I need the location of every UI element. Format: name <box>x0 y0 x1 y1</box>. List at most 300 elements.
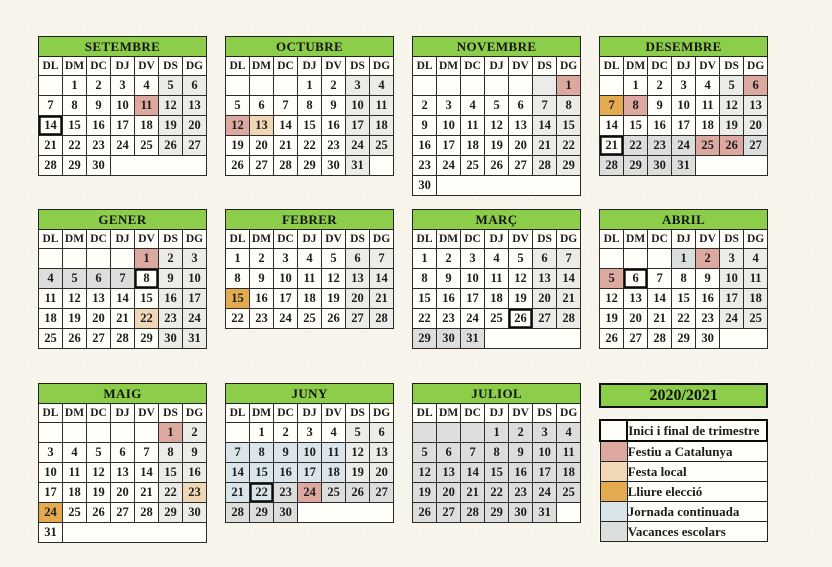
empty-cell <box>600 76 624 96</box>
empty-cell <box>509 76 533 96</box>
day-cell: 4 <box>135 76 159 96</box>
day-header-cell: DV <box>135 404 159 423</box>
day-cell: 1 <box>557 76 581 96</box>
day-cell: 9 <box>696 269 720 289</box>
day-header-cell: DL <box>39 57 63 76</box>
day-cell: 24 <box>183 309 207 329</box>
empty-cell <box>226 423 250 443</box>
day-cell: 2 <box>250 249 274 269</box>
legend-row <box>600 522 767 542</box>
day-header-cell: DG <box>370 404 394 423</box>
day-header-cell: DC <box>87 57 111 76</box>
day-cell: 22 <box>159 483 183 503</box>
day-cell: 20 <box>346 289 370 309</box>
day-header-cell: DJ <box>672 57 696 76</box>
day-cell: 28 <box>648 329 672 349</box>
day-header-cell: DG <box>183 404 207 423</box>
day-cell: 19 <box>87 483 111 503</box>
day-cell: 28 <box>226 503 250 523</box>
day-cell: 12 <box>720 96 744 116</box>
month-novembre <box>412 36 581 196</box>
day-cell: 21 <box>226 483 250 503</box>
day-cell: 7 <box>370 249 394 269</box>
empty-cell <box>437 423 461 443</box>
day-cell: 17 <box>183 289 207 309</box>
day-header-cell: DS <box>533 404 557 423</box>
empty-cell <box>600 249 624 269</box>
day-header-cell: DV <box>322 230 346 249</box>
day-cell: 10 <box>274 269 298 289</box>
day-header-cell: DG <box>370 57 394 76</box>
day-cell: 25 <box>39 329 63 349</box>
day-cell: 24 <box>39 503 63 523</box>
day-cell: 16 <box>413 136 437 156</box>
day-cell: 18 <box>557 463 581 483</box>
day-cell: 12 <box>413 463 437 483</box>
day-cell: 14 <box>370 269 394 289</box>
day-cell: 27 <box>533 309 557 329</box>
day-cell: 19 <box>322 289 346 309</box>
day-header-cell: DC <box>87 230 111 249</box>
day-cell: 21 <box>111 309 135 329</box>
month-maig <box>38 383 207 543</box>
day-cell: 17 <box>39 483 63 503</box>
day-cell: 6 <box>509 96 533 116</box>
day-header-cell: DC <box>461 230 485 249</box>
day-header-cell: DL <box>600 57 624 76</box>
day-cell: 12 <box>509 269 533 289</box>
day-cell: 7 <box>39 96 63 116</box>
day-cell: 13 <box>183 96 207 116</box>
day-cell: 15 <box>624 116 648 136</box>
empty-cell <box>437 76 461 96</box>
day-cell: 22 <box>557 136 581 156</box>
day-cell: 21 <box>533 136 557 156</box>
day-cell: 6 <box>370 423 394 443</box>
day-cell: 31 <box>346 156 370 176</box>
day-cell: 28 <box>135 503 159 523</box>
day-cell: 12 <box>226 116 250 136</box>
day-cell: 30 <box>87 156 111 176</box>
day-header-cell: DC <box>648 57 672 76</box>
day-cell: 29 <box>159 503 183 523</box>
day-header-cell: DG <box>557 404 581 423</box>
day-cell: 7 <box>557 249 581 269</box>
day-cell: 10 <box>183 269 207 289</box>
day-header-cell: DS <box>720 57 744 76</box>
day-cell: 24 <box>437 156 461 176</box>
day-cell: 17 <box>461 289 485 309</box>
day-cell: 17 <box>720 289 744 309</box>
day-cell: 23 <box>183 483 207 503</box>
day-cell: 2 <box>322 76 346 96</box>
day-cell: 13 <box>744 96 768 116</box>
day-header-cell: DJ <box>111 230 135 249</box>
day-header-cell: DS <box>533 230 557 249</box>
legend-row <box>600 482 767 502</box>
day-cell: 26 <box>226 156 250 176</box>
day-cell: 2 <box>437 249 461 269</box>
legend-label: Lliure elecció <box>627 482 767 502</box>
empty-cell <box>648 249 672 269</box>
day-header-cell: DM <box>624 230 648 249</box>
day-cell: 11 <box>63 463 87 483</box>
day-header-cell: DL <box>39 230 63 249</box>
day-cell: 3 <box>39 443 63 463</box>
day-cell: 22 <box>413 309 437 329</box>
day-cell: 8 <box>63 96 87 116</box>
day-cell: 23 <box>696 309 720 329</box>
legend-label: Festiu a Catalunya <box>627 441 767 462</box>
day-cell: 8 <box>672 269 696 289</box>
day-header-cell: DJ <box>298 57 322 76</box>
day-cell: 18 <box>744 289 768 309</box>
day-cell: 26 <box>346 483 370 503</box>
day-cell: 24 <box>346 136 370 156</box>
day-header-cell: DS <box>720 230 744 249</box>
month-title: NOVEMBRE <box>413 37 581 57</box>
day-cell: 11 <box>370 96 394 116</box>
day-cell: 30 <box>437 329 461 349</box>
day-cell: 28 <box>370 309 394 329</box>
day-header-cell: DC <box>274 230 298 249</box>
legend <box>599 383 768 542</box>
legend-swatch <box>600 482 627 502</box>
day-cell: 18 <box>696 116 720 136</box>
calendar-row-3 <box>38 383 768 543</box>
day-cell: 1 <box>63 76 87 96</box>
day-cell: 5 <box>346 423 370 443</box>
empty-cell <box>39 423 63 443</box>
day-header-cell: DS <box>533 57 557 76</box>
day-cell: 20 <box>509 136 533 156</box>
day-cell: 25 <box>557 483 581 503</box>
day-header-cell: DL <box>226 404 250 423</box>
day-header-cell: DS <box>346 57 370 76</box>
day-cell: 4 <box>461 96 485 116</box>
day-cell: 21 <box>600 136 624 156</box>
month-febrer <box>225 209 394 329</box>
day-cell: 24 <box>720 309 744 329</box>
month-title: GENER <box>39 210 207 230</box>
legend-swatch <box>600 502 627 522</box>
day-cell: 2 <box>648 76 672 96</box>
day-cell: 3 <box>298 423 322 443</box>
day-cell: 27 <box>370 483 394 503</box>
legend-swatch <box>600 420 627 441</box>
day-cell: 30 <box>648 156 672 176</box>
day-header-cell: DL <box>39 404 63 423</box>
day-cell: 4 <box>63 443 87 463</box>
day-header-cell: DG <box>744 57 768 76</box>
day-cell: 13 <box>533 269 557 289</box>
day-cell: 17 <box>274 289 298 309</box>
day-cell: 1 <box>485 423 509 443</box>
day-cell: 12 <box>87 463 111 483</box>
day-cell: 2 <box>159 249 183 269</box>
day-cell: 22 <box>485 483 509 503</box>
day-cell: 14 <box>135 463 159 483</box>
day-cell: 11 <box>485 269 509 289</box>
day-header-cell: DV <box>322 404 346 423</box>
day-cell: 24 <box>111 136 135 156</box>
day-cell: 16 <box>696 289 720 309</box>
day-cell: 28 <box>274 156 298 176</box>
empty-cell <box>461 423 485 443</box>
day-cell: 9 <box>437 269 461 289</box>
day-header-cell: DM <box>437 57 461 76</box>
legend-swatch <box>600 462 627 482</box>
day-cell: 30 <box>509 503 533 523</box>
month-desembre <box>599 36 768 176</box>
day-cell: 7 <box>274 96 298 116</box>
day-cell: 12 <box>485 116 509 136</box>
day-header-cell: DJ <box>672 230 696 249</box>
day-cell: 29 <box>135 329 159 349</box>
day-cell: 15 <box>557 116 581 136</box>
day-cell: 1 <box>135 249 159 269</box>
day-cell: 6 <box>533 249 557 269</box>
day-cell: 20 <box>370 463 394 483</box>
empty-cell <box>413 423 437 443</box>
day-cell: 13 <box>624 289 648 309</box>
day-cell: 10 <box>672 96 696 116</box>
empty-cell <box>111 423 135 443</box>
day-cell: 27 <box>87 329 111 349</box>
legend-swatch <box>600 441 627 462</box>
day-cell: 21 <box>274 136 298 156</box>
month-title: OCTUBRE <box>226 37 394 57</box>
day-header-cell: DM <box>624 57 648 76</box>
day-header-cell: DC <box>274 57 298 76</box>
month-juliol <box>412 383 581 523</box>
day-cell: 10 <box>39 463 63 483</box>
day-cell: 18 <box>135 116 159 136</box>
empty-cell <box>485 76 509 96</box>
day-cell: 3 <box>437 96 461 116</box>
day-cell: 30 <box>274 503 298 523</box>
day-cell: 3 <box>720 249 744 269</box>
day-cell: 23 <box>322 136 346 156</box>
empty-cell <box>87 249 111 269</box>
empty-cell <box>63 423 87 443</box>
day-cell: 15 <box>159 463 183 483</box>
empty-cell <box>413 76 437 96</box>
day-cell: 7 <box>135 443 159 463</box>
day-cell: 23 <box>274 483 298 503</box>
day-cell: 23 <box>413 156 437 176</box>
day-cell: 18 <box>322 463 346 483</box>
day-cell: 10 <box>720 269 744 289</box>
day-cell: 20 <box>183 116 207 136</box>
day-cell: 23 <box>159 309 183 329</box>
day-cell: 28 <box>533 156 557 176</box>
empty-cell <box>63 249 87 269</box>
day-cell: 9 <box>274 443 298 463</box>
day-header-cell: DG <box>557 57 581 76</box>
day-cell: 2 <box>509 423 533 443</box>
day-cell: 27 <box>250 156 274 176</box>
day-cell: 31 <box>672 156 696 176</box>
day-cell: 6 <box>437 443 461 463</box>
day-cell: 23 <box>437 309 461 329</box>
day-cell: 15 <box>672 289 696 309</box>
day-cell: 25 <box>461 156 485 176</box>
day-cell: 14 <box>557 269 581 289</box>
day-cell: 2 <box>87 76 111 96</box>
day-header-cell: DL <box>226 57 250 76</box>
day-cell: 20 <box>87 309 111 329</box>
day-header-cell: DJ <box>111 57 135 76</box>
day-cell: 16 <box>183 463 207 483</box>
day-cell: 19 <box>485 136 509 156</box>
day-cell: 28 <box>111 329 135 349</box>
day-cell: 15 <box>413 289 437 309</box>
day-cell: 22 <box>624 136 648 156</box>
day-cell: 23 <box>250 309 274 329</box>
day-header-cell: DS <box>346 230 370 249</box>
empty-cell <box>250 76 274 96</box>
day-cell: 28 <box>557 309 581 329</box>
month-title: JUNY <box>226 384 394 404</box>
day-header-cell: DC <box>648 230 672 249</box>
day-cell: 9 <box>322 96 346 116</box>
day-cell: 13 <box>437 463 461 483</box>
day-cell: 21 <box>135 483 159 503</box>
day-cell: 3 <box>461 249 485 269</box>
day-cell: 17 <box>298 463 322 483</box>
day-cell: 8 <box>226 269 250 289</box>
day-cell: 4 <box>557 423 581 443</box>
day-cell: 14 <box>600 116 624 136</box>
day-cell: 17 <box>533 463 557 483</box>
day-cell: 1 <box>624 76 648 96</box>
day-header-cell: DJ <box>111 404 135 423</box>
day-cell: 17 <box>437 136 461 156</box>
day-cell: 9 <box>509 443 533 463</box>
day-header-cell: DG <box>744 230 768 249</box>
day-cell: 31 <box>183 329 207 349</box>
day-cell: 12 <box>159 96 183 116</box>
day-cell: 26 <box>509 309 533 329</box>
month-title: ABRIL <box>600 210 768 230</box>
day-cell: 19 <box>413 483 437 503</box>
day-cell: 25 <box>696 136 720 156</box>
day-cell: 22 <box>226 309 250 329</box>
day-header-cell: DC <box>87 404 111 423</box>
day-header-cell: DL <box>413 57 437 76</box>
day-cell: 6 <box>624 269 648 289</box>
month-title: JULIOL <box>413 384 581 404</box>
day-cell: 2 <box>413 96 437 116</box>
day-cell: 9 <box>159 269 183 289</box>
day-cell: 31 <box>533 503 557 523</box>
empty-cell <box>135 423 159 443</box>
day-cell: 10 <box>346 96 370 116</box>
day-cell: 21 <box>648 309 672 329</box>
day-cell: 19 <box>346 463 370 483</box>
day-cell: 25 <box>744 309 768 329</box>
day-cell: 13 <box>370 443 394 463</box>
day-cell: 15 <box>226 289 250 309</box>
day-cell: 1 <box>672 249 696 269</box>
day-header-cell: DJ <box>485 230 509 249</box>
day-cell: 7 <box>226 443 250 463</box>
day-cell: 23 <box>648 136 672 156</box>
day-cell: 4 <box>322 423 346 443</box>
day-cell: 5 <box>720 76 744 96</box>
legend-row <box>600 441 767 462</box>
legend-title: 2020/2021 <box>599 383 768 408</box>
day-cell: 25 <box>135 136 159 156</box>
month-gener <box>38 209 207 349</box>
day-cell: 28 <box>600 156 624 176</box>
day-cell: 11 <box>39 289 63 309</box>
day-cell: 18 <box>461 136 485 156</box>
day-header-cell: DS <box>159 57 183 76</box>
month-title: DESEMBRE <box>600 37 768 57</box>
day-header-cell: DG <box>183 230 207 249</box>
day-cell: 10 <box>437 116 461 136</box>
legend-label: Jornada continuada <box>627 502 767 522</box>
empty-cell <box>39 249 63 269</box>
day-cell: 15 <box>135 289 159 309</box>
day-cell: 16 <box>274 463 298 483</box>
day-cell: 13 <box>346 269 370 289</box>
day-cell: 31 <box>461 329 485 349</box>
day-header-cell: DJ <box>485 404 509 423</box>
day-header-cell: DJ <box>298 230 322 249</box>
day-cell: 26 <box>87 503 111 523</box>
day-cell: 15 <box>250 463 274 483</box>
day-cell: 26 <box>159 136 183 156</box>
day-header-cell: DM <box>250 57 274 76</box>
day-cell: 25 <box>322 483 346 503</box>
day-cell: 27 <box>346 309 370 329</box>
day-header-cell: DM <box>63 230 87 249</box>
day-cell: 10 <box>111 96 135 116</box>
empty-cell <box>461 76 485 96</box>
day-cell: 5 <box>159 76 183 96</box>
day-cell: 15 <box>485 463 509 483</box>
day-cell: 13 <box>87 289 111 309</box>
day-header-cell: DL <box>600 230 624 249</box>
day-cell: 5 <box>87 443 111 463</box>
day-cell: 21 <box>557 289 581 309</box>
legend-label: Inici i final de trimestre <box>627 420 767 441</box>
day-cell: 3 <box>672 76 696 96</box>
month-title: MAIG <box>39 384 207 404</box>
day-cell: 20 <box>533 289 557 309</box>
day-cell: 19 <box>509 289 533 309</box>
day-cell: 29 <box>250 503 274 523</box>
day-header-cell: DL <box>413 230 437 249</box>
day-cell: 30 <box>413 176 437 196</box>
day-header-cell: DS <box>159 404 183 423</box>
day-cell: 22 <box>298 136 322 156</box>
day-cell: 22 <box>63 136 87 156</box>
day-cell: 8 <box>298 96 322 116</box>
day-header-cell: DM <box>250 404 274 423</box>
day-cell: 15 <box>63 116 87 136</box>
day-cell: 16 <box>648 116 672 136</box>
day-cell: 27 <box>509 156 533 176</box>
day-cell: 29 <box>672 329 696 349</box>
day-cell: 6 <box>111 443 135 463</box>
day-cell: 7 <box>111 269 135 289</box>
day-cell: 1 <box>250 423 274 443</box>
day-header-cell: DV <box>696 57 720 76</box>
